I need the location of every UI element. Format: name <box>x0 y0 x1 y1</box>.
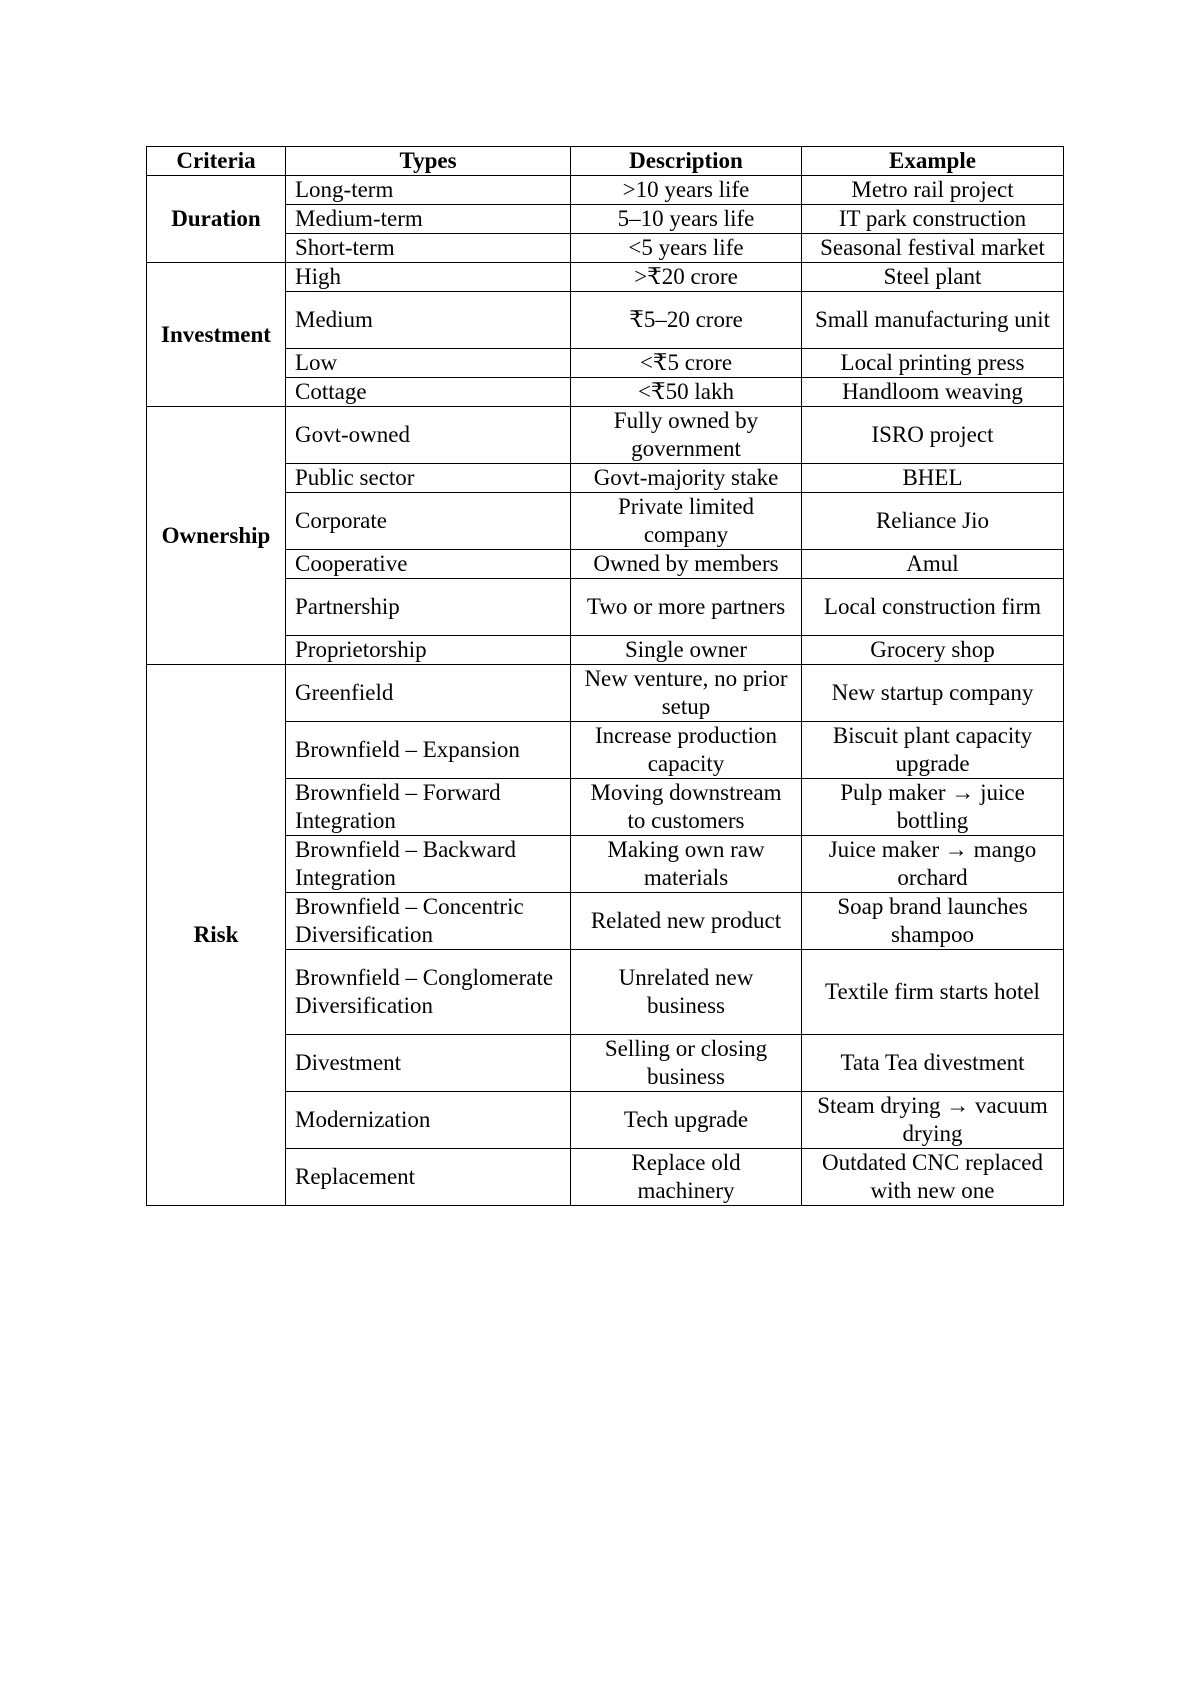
type-cell: Brownfield – Concentric Diversification <box>286 893 571 950</box>
type-cell: Public sector <box>286 464 571 493</box>
example-cell: Reliance Jio <box>802 493 1064 550</box>
type-cell: Long-term <box>286 176 571 205</box>
table-row <box>147 263 1064 292</box>
type-cell: Govt-owned <box>286 407 571 464</box>
type-cell: Medium-term <box>286 205 571 234</box>
example-cell: Local printing press <box>802 349 1064 378</box>
type-cell: High <box>286 263 571 292</box>
table-row <box>147 665 1064 722</box>
description-cell: Fully owned by government <box>571 407 802 464</box>
header-description: Description <box>571 147 802 176</box>
type-cell: Brownfield – Forward Integration <box>286 779 571 836</box>
table-row <box>147 176 1064 205</box>
description-cell: Making own raw materials <box>571 836 802 893</box>
table-row <box>147 407 1064 464</box>
header-criteria: Criteria <box>147 147 286 176</box>
description-cell: >10 years life <box>571 176 802 205</box>
example-cell: Handloom weaving <box>802 378 1064 407</box>
type-cell: Brownfield – Backward Integration <box>286 836 571 893</box>
criteria-cell: Investment <box>147 263 286 407</box>
description-cell: Unrelated new business <box>571 950 802 1035</box>
description-cell: Two or more partners <box>571 579 802 636</box>
example-cell: Biscuit plant capacity upgrade <box>802 722 1064 779</box>
example-cell: Soap brand launches shampoo <box>802 893 1064 950</box>
type-cell: Cooperative <box>286 550 571 579</box>
type-cell: Proprietorship <box>286 636 571 665</box>
example-cell: New startup company <box>802 665 1064 722</box>
description-cell: Govt-majority stake <box>571 464 802 493</box>
description-cell: Selling or closing business <box>571 1035 802 1092</box>
example-cell: Steam drying → vacuum drying <box>802 1092 1064 1149</box>
example-cell: Tata Tea divestment <box>802 1035 1064 1092</box>
description-cell: <₹50 lakh <box>571 378 802 407</box>
type-cell: Greenfield <box>286 665 571 722</box>
example-cell: Local construction firm <box>802 579 1064 636</box>
description-cell: Related new product <box>571 893 802 950</box>
type-cell: Cottage <box>286 378 571 407</box>
description-cell: <5 years life <box>571 234 802 263</box>
example-cell: Pulp maker → juice bottling <box>802 779 1064 836</box>
description-cell: ₹5–20 crore <box>571 292 802 349</box>
type-cell: Brownfield – Expansion <box>286 722 571 779</box>
header-example: Example <box>802 147 1064 176</box>
example-cell: Juice maker → mango orchard <box>802 836 1064 893</box>
example-cell: BHEL <box>802 464 1064 493</box>
description-cell: Single owner <box>571 636 802 665</box>
description-cell: Private limited company <box>571 493 802 550</box>
header-types: Types <box>286 147 571 176</box>
type-cell: Brownfield – Conglomerate Diversification <box>286 950 571 1035</box>
type-cell: Medium <box>286 292 571 349</box>
example-cell: Seasonal festival market <box>802 234 1064 263</box>
type-cell: Partnership <box>286 579 571 636</box>
classification-table <box>146 146 1064 1206</box>
example-cell: Small manufacturing unit <box>802 292 1064 349</box>
description-cell: Moving downstream to customers <box>571 779 802 836</box>
criteria-cell: Ownership <box>147 407 286 665</box>
example-cell: Steel plant <box>802 263 1064 292</box>
type-cell: Replacement <box>286 1149 571 1206</box>
description-cell: Increase production capacity <box>571 722 802 779</box>
description-cell: Replace old machinery <box>571 1149 802 1206</box>
type-cell: Modernization <box>286 1092 571 1149</box>
description-cell: Tech upgrade <box>571 1092 802 1149</box>
example-cell: Amul <box>802 550 1064 579</box>
table-body <box>147 176 1064 1206</box>
type-cell: Short-term <box>286 234 571 263</box>
criteria-cell: Duration <box>147 176 286 263</box>
description-cell: >₹20 crore <box>571 263 802 292</box>
example-cell: IT park construction <box>802 205 1064 234</box>
description-cell: New venture, no prior setup <box>571 665 802 722</box>
description-cell: 5–10 years life <box>571 205 802 234</box>
description-cell: Owned by members <box>571 550 802 579</box>
type-cell: Corporate <box>286 493 571 550</box>
description-cell: <₹5 crore <box>571 349 802 378</box>
type-cell: Low <box>286 349 571 378</box>
example-cell: Outdated CNC replaced with new one <box>802 1149 1064 1206</box>
example-cell: Textile firm starts hotel <box>802 950 1064 1035</box>
example-cell: ISRO project <box>802 407 1064 464</box>
example-cell: Metro rail project <box>802 176 1064 205</box>
table-header <box>147 147 1064 176</box>
type-cell: Divestment <box>286 1035 571 1092</box>
criteria-cell: Risk <box>147 665 286 1206</box>
example-cell: Grocery shop <box>802 636 1064 665</box>
